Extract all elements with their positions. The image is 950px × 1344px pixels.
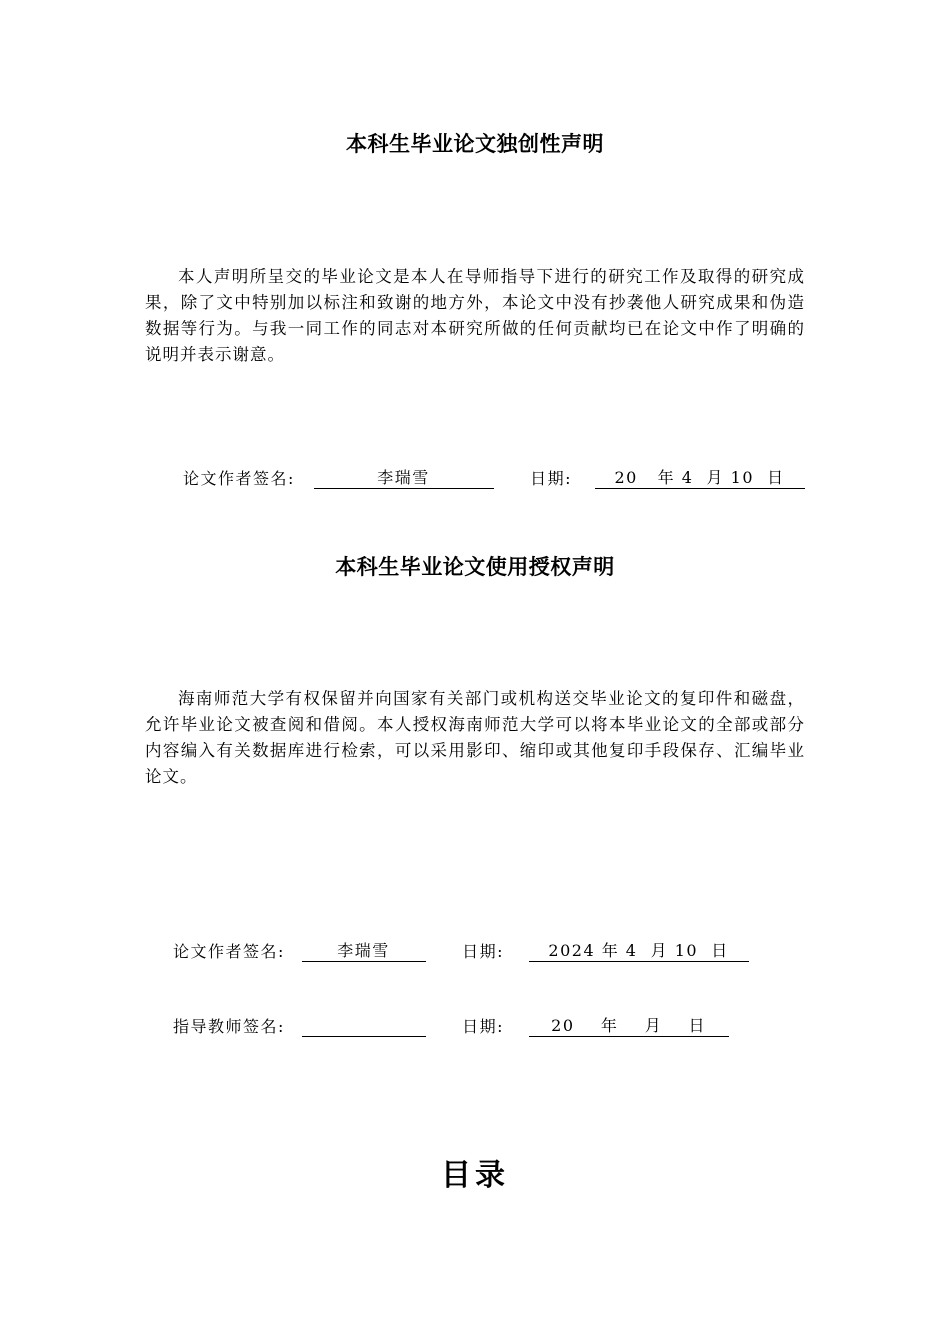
date-field: 20 年 月 日 bbox=[529, 1016, 729, 1037]
advisor-signature-label: 指导教师签名: bbox=[173, 1017, 285, 1036]
date-label: 日期: bbox=[462, 942, 504, 961]
date-field: 2024 年 4 月 10 日 bbox=[529, 941, 749, 962]
author-signature-field: 李瑞雪 bbox=[314, 468, 494, 489]
toc-title: 目录 bbox=[441, 1158, 509, 1193]
originality-body: 本人声明所呈交的毕业论文是本人在导师指导下进行的研究工作及取得的研究成果，除了文中特别加以标注和致谢的地方外，本论文中没有抄袭他人研究成果和伪造数据等行为。与我一同工作的同志对本研究所做的任何贡献均已在论文中作了明确的说明并表示谢意。 bbox=[145, 267, 805, 364]
author-signature-label: 论文作者签名: bbox=[173, 942, 285, 961]
authorization-title: 本科生毕业论文使用授权声明 bbox=[335, 555, 615, 579]
date-label: 日期: bbox=[530, 469, 572, 488]
author-signature-label: 论文作者签名: bbox=[183, 469, 295, 488]
date-field: 20 年 4 月 10 日 bbox=[595, 468, 805, 489]
originality-signature-row bbox=[183, 466, 805, 489]
authorization-advisor-row bbox=[173, 1014, 729, 1037]
authorization-author-row bbox=[173, 939, 749, 962]
date-label: 日期: bbox=[462, 1017, 504, 1036]
author-signature-field: 李瑞雪 bbox=[302, 941, 426, 962]
originality-title: 本科生毕业论文独创性声明 bbox=[346, 132, 604, 156]
authorization-body: 海南师范大学有权保留并向国家有关部门或机构送交毕业论文的复印件和磁盘，允许毕业论文被查阅和借阅。本人授权海南师范大学可以将本毕业论文的全部或部分内容编入有关数据库进行检索，可以采用影印、缩印或其他复印手段保存、汇编毕业论文。 bbox=[145, 689, 805, 786]
advisor-signature-field bbox=[302, 1016, 426, 1037]
